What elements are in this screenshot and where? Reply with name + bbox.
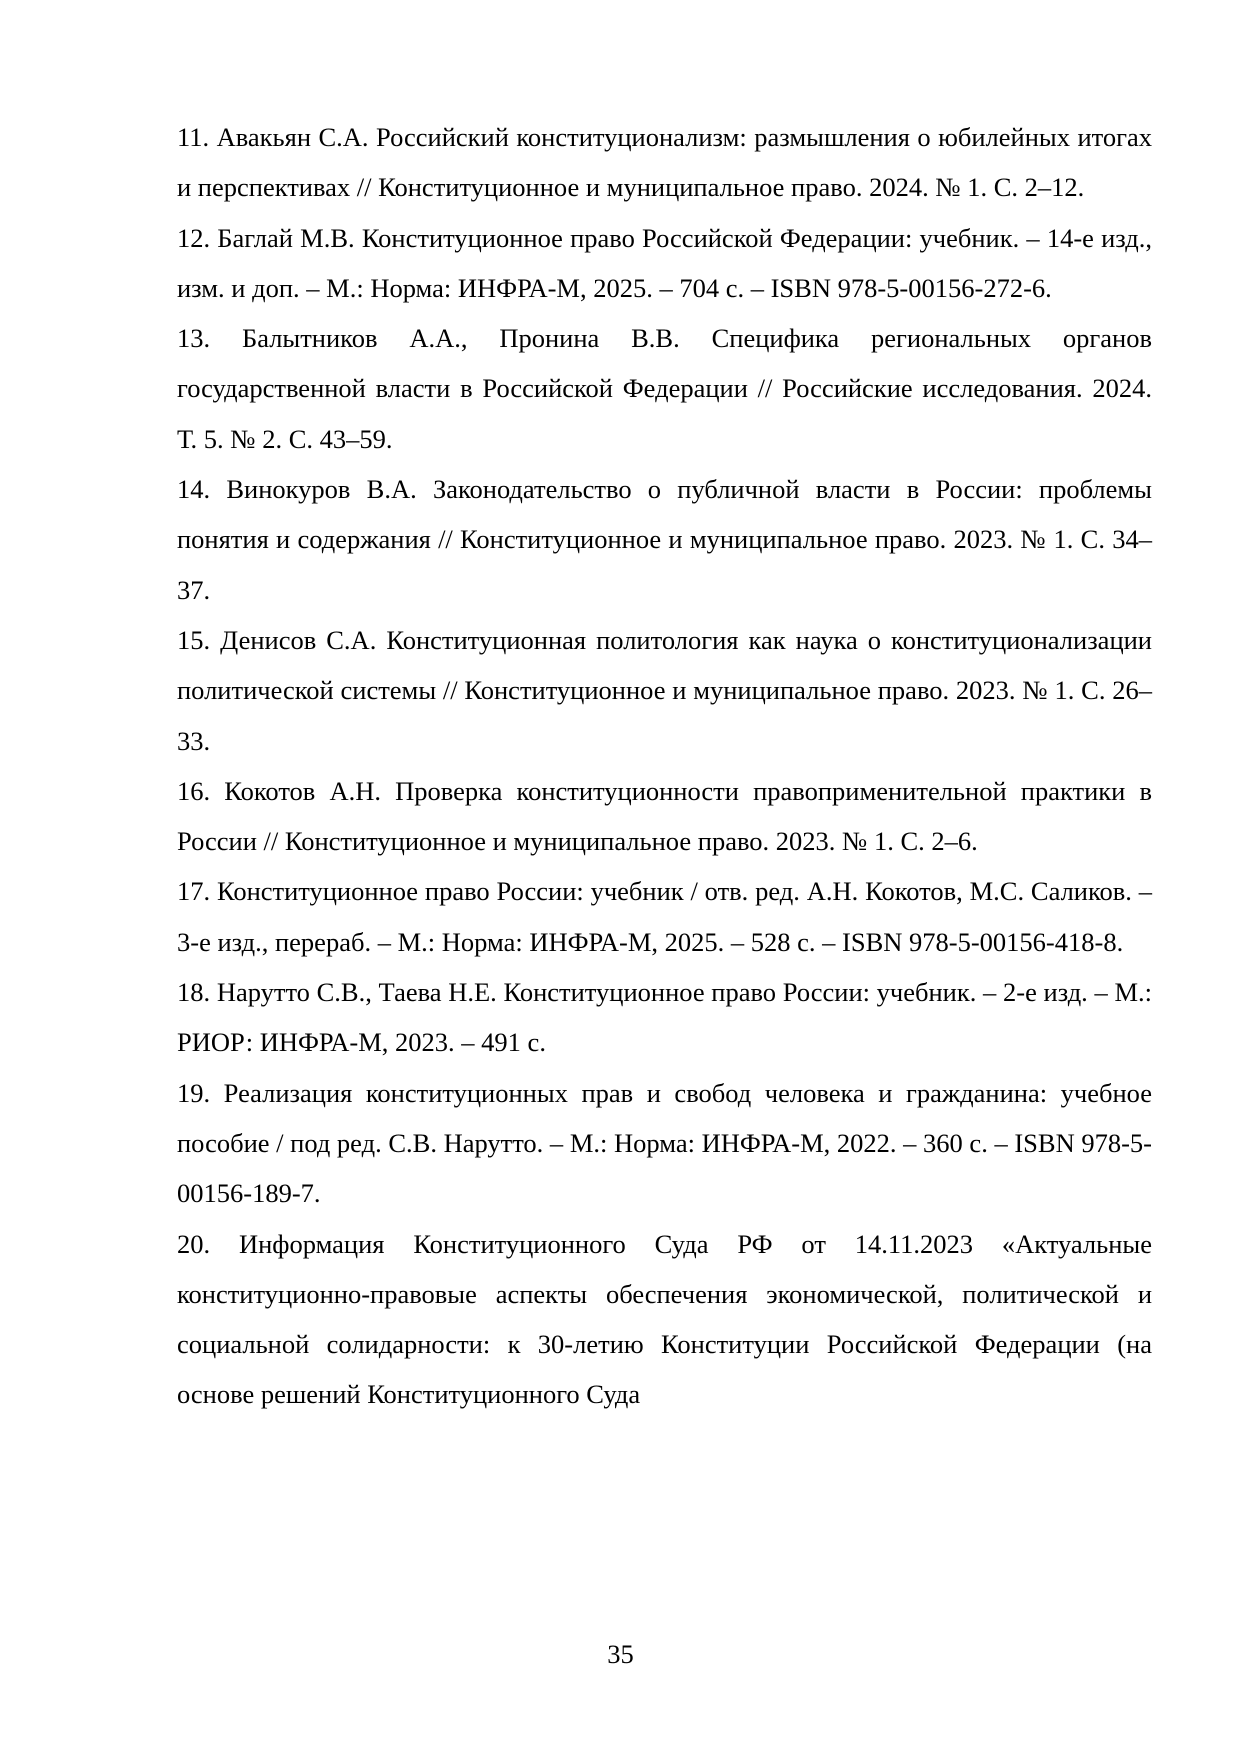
reference-entry-12: 12. Баглай М.В. Конституционное право Российской Федерации: учебник. – 14-е изд., изм. и доп. – М.: Норма: ИНФРА-М, 2025. – 704 с. – ISBN 978-5-00156-272-6.: [177, 222, 1152, 303]
reference-entry-13: 13. Балытников А.А., Пронина В.В. Специфика региональных органов государственной власти в Российской Федерации // Российские исследования. 2024. Т. 5. № 2. С. 43–59.: [177, 323, 1152, 454]
reference-entry-18: 18. Нарутто С.В., Таева Н.Е. Конституционное право России: учебник. – 2-е изд. – М.: РИОР: ИНФРА-М, 2023. – 491 с.: [177, 977, 1152, 1058]
reference-list: [177, 112, 1152, 1420]
reference-entry-11: 11. Авакьян С.А. Российский конституционализм: размышления о юбилейных итогах и перспективах // Конституционное и муниципальное право. 2024. № 1. С. 2–12.: [177, 122, 1152, 203]
reference-entry-20: 20. Информация Конституционного Суда РФ от 14.11.2023 «Актуальные конституционно-правовые аспекты обеспечения экономической, политической и социальной солидарности: к 30-летию Конституции Российской Федерации (на основе решений Конституционного Суда: [177, 1228, 1152, 1410]
reference-entry-19: 19. Реализация конституционных прав и свобод человека и гражданина: учебное пособие / под ред. С.В. Нарутто. – М.: Норма: ИНФРА-М, 2022. – 360 с. – ISBN 978-5-00156-189-7.: [177, 1077, 1152, 1209]
reference-entry-14: 14. Винокуров В.А. Законодательство о публичной власти в России: проблемы понятия и содержания // Конституционное и муниципальное право. 2023. № 1. С. 34–37.: [177, 474, 1152, 605]
reference-entry-17: 17. Конституционное право России: учебник / отв. ред. А.Н. Кокотов, М.С. Саликов. – 3-е изд., перераб. – М.: Норма: ИНФРА-М, 2025. – 528 с. – ISBN 978-5-00156-418-8.: [177, 876, 1152, 957]
reference-entry-16: 16. Кокотов А.Н. Проверка конституционности правоприменительной практики в России // Конституционное и муниципальное право. 2023. № 1. С. 2–6.: [177, 775, 1152, 857]
reference-entry-15: 15. Денисов С.А. Конституционная политология как наука о конституционализации политической системы // Конституционное и муниципальное право. 2023. № 1. С. 26–33.: [177, 624, 1152, 756]
page-number: 35: [607, 1639, 634, 1669]
